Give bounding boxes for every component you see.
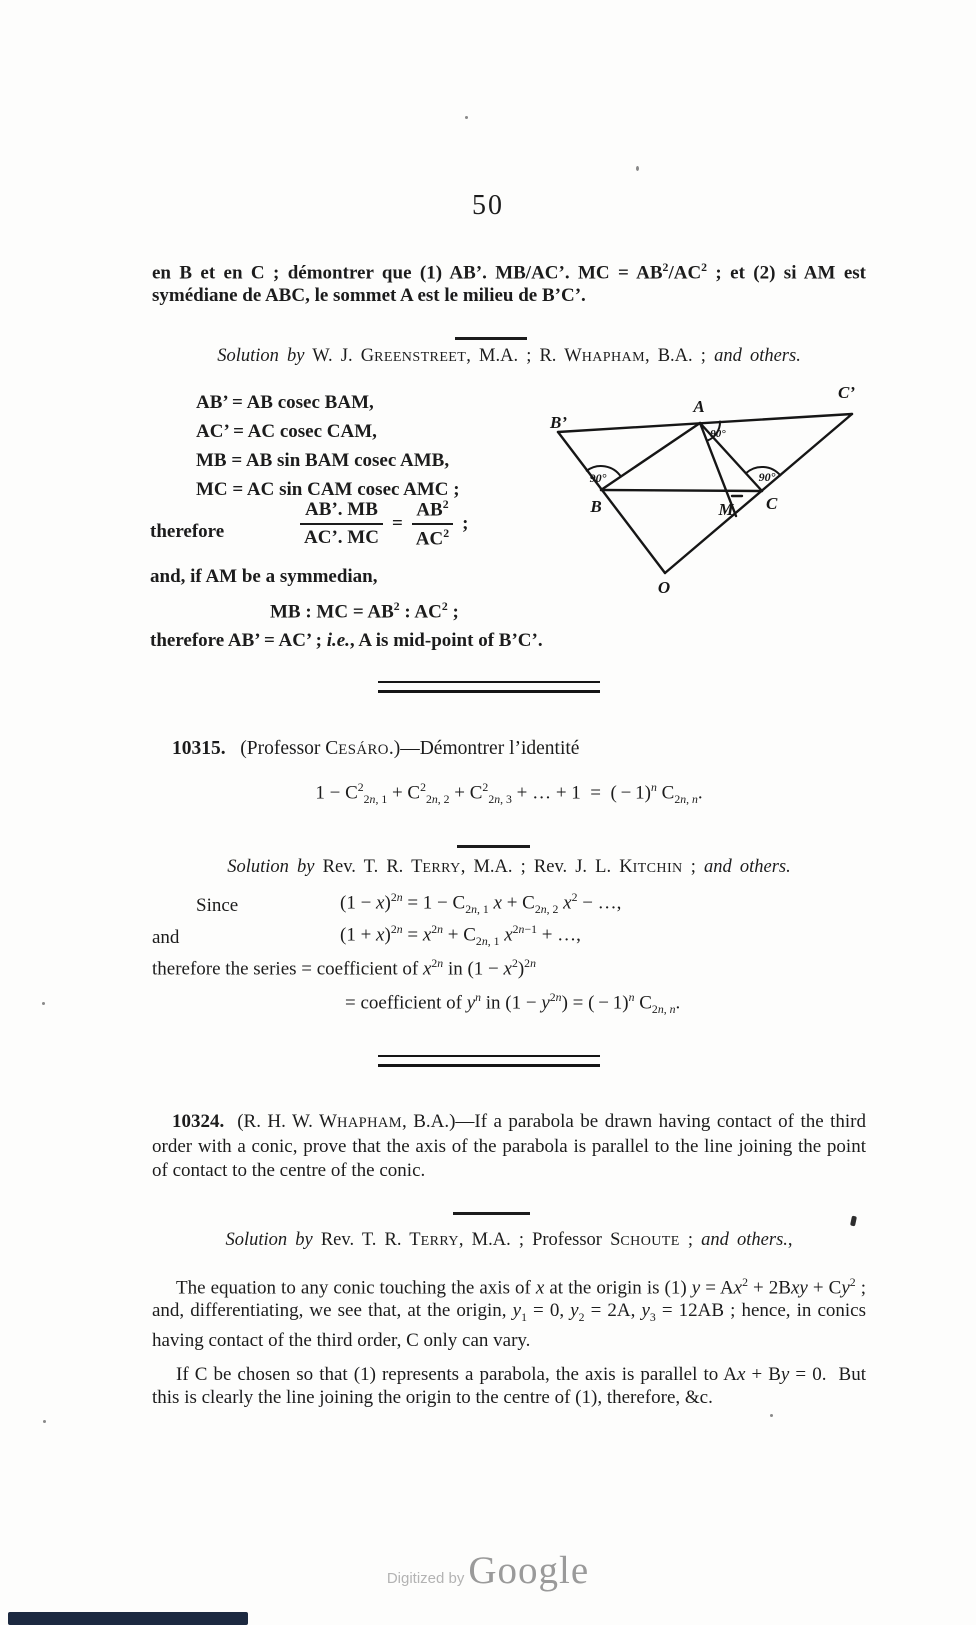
question-10315: [172, 738, 579, 760]
angle-label-b: 90°: [589, 471, 607, 485]
fraction-left-numerator: AB’. MB: [305, 499, 378, 521]
ink-mark: [850, 1216, 857, 1227]
identity-equation: $1 - C^2_{2n, 1} + C^2_{2n, 2} + C^2_{2n, 3}$ + … + 1 = ( − 1)$^n$ $C_{2n, n}$.: [315, 781, 703, 807]
label-b: B: [590, 497, 602, 516]
conclusion-line: therefore AB’ = AC’ ; i.e., A is mid-point of B’C’.: [150, 630, 543, 651]
question-10315-number: 10315.: [172, 738, 226, 759]
label-b-prime: B’: [550, 413, 567, 432]
symmedian-line: and, if AM be a symmedian,: [150, 566, 378, 587]
solution-byline-2: Solution by Rev. T. R. TERRY, M.A. ; Rev. J. L. KITCHIN ; and others.: [227, 857, 791, 877]
line-bprime-o: [558, 432, 665, 573]
ratio-line: MB : MC = $AB^2$ : $AC^2$ ;: [270, 600, 459, 623]
fraction-right: [412, 498, 453, 551]
angle-label-c: 90°: [758, 470, 776, 484]
equation-ac: AC’ = AC cosec CAM,: [196, 421, 377, 442]
binomial-eq-2: $(1 + x)^{2n} = x^{2n} + C_{2n, 1}$ $x^{2n-1}$ + …,: [340, 923, 581, 949]
series-line-2: = coefficient of $y^n$ in $(1 - y^{2n})$ = ( − 1)$^n$ $C_{2n, n}$.: [345, 991, 681, 1017]
binomial-eq-1: $(1 - x)^{2n} = 1 - C_{2n, 1}$ $x + C_{2n, 2}$ $x^2$ − …,: [340, 891, 622, 917]
digitized-by-text: Digitized by: [386, 1570, 465, 1587]
question-10315-heading: (Professor CESÁRO.)—Démontrer l’identité: [240, 738, 580, 759]
series-line-1: therefore the series = coefficient of $x^{2n}$ in $(1 - x^2)^{2n}$: [152, 957, 536, 980]
equation-mb: MB = AB sin BAM cosec AMB,: [196, 450, 450, 471]
question-10324-number: 10324.: [172, 1111, 225, 1132]
fraction-left: [300, 499, 383, 549]
label-m: M: [718, 500, 734, 519]
section-rule: [453, 1212, 530, 1215]
fraction-right-numerator: $AB^2$: [416, 498, 449, 521]
solution-byline-3: Solution by Rev. T. R. TERRY, M.A. ; Professor SCHOUTE ; and others.,: [225, 1230, 793, 1250]
line-b-c: [601, 490, 762, 491]
page-number: 50: [472, 190, 504, 221]
label-c: C: [766, 494, 778, 513]
question-10324: [152, 1110, 866, 1183]
label-c-prime: C’: [838, 383, 855, 402]
solution-paragraph-2: If C be chosen so that (1) represents a parabola, the axis is parallel to Ax + By = 0. But this is clearly the line joining the origin to the centre of (1), therefore, &c.: [152, 1364, 867, 1408]
question-10324-body: (R. H. W. WHAPHAM, B.A.)—If a parabola be drawn having contact of the third order with a conic, prove that the axis of the parabola is parallel to the line joining the point of contact to the centre of the conic.: [152, 1111, 867, 1181]
google-logo: Google: [468, 1549, 590, 1592]
and-label: and: [152, 927, 180, 948]
angle-label-a: 90°: [710, 428, 726, 440]
digitization-watermark: [0, 1548, 976, 1593]
solution-byline-1: Solution by W. J. GREENSTREET, M.A. ; R. WHAPHAM, B.A. ; and others.: [217, 346, 801, 366]
fraction-right-denominator: $AC^2$: [412, 523, 453, 550]
solution-paragraph-1: The equation to any conic touching the axis of x at the origin is (1) $y = Ax^2 + 2Bxy + Cy^2$ ; and, differentiating, we see that, at the origin, $y_1 = 0$, $y_2 = 2A$, $y_3 = 12AB$ ; hence, in conics having contact of the third order, C only can vary.: [152, 1276, 867, 1352]
label-o: O: [657, 578, 671, 597]
ink-speck: [770, 1414, 773, 1417]
therefore-label: therefore: [150, 521, 225, 542]
line-cprime-o: [665, 414, 852, 573]
intro-paragraph: en B et en C ; démontrer que (1) AB’. MB/AC’. MC = $AB^2/AC^2$ ; et (2) si AM est symédiane de ABC, le sommet A est le milieu de B’C’.: [152, 261, 866, 307]
double-rule: [378, 681, 600, 693]
ink-speck: [42, 1002, 45, 1005]
equation-ab: AB’ = AB cosec BAM,: [196, 392, 374, 413]
equals-sign: =: [391, 513, 403, 535]
ink-speck: [636, 166, 639, 171]
line-a-c: [700, 423, 762, 491]
geometry-diagram: [520, 378, 864, 606]
section-rule: [455, 337, 527, 340]
section-rule: [457, 845, 530, 848]
ink-speck: [43, 1420, 46, 1423]
semicolon: ;: [462, 513, 469, 535]
equation-mc: MC = AC sin CAM cosec AMC ;: [196, 479, 460, 500]
since-label: Since: [196, 895, 239, 916]
fraction-equation: [300, 498, 468, 551]
double-rule: [378, 1055, 600, 1067]
scan-edge-bar: [8, 1612, 248, 1625]
line-a-b: [601, 423, 700, 490]
fraction-left-denominator: AC’. MC: [300, 523, 383, 549]
label-a: A: [693, 397, 705, 416]
ink-speck: [465, 116, 468, 119]
